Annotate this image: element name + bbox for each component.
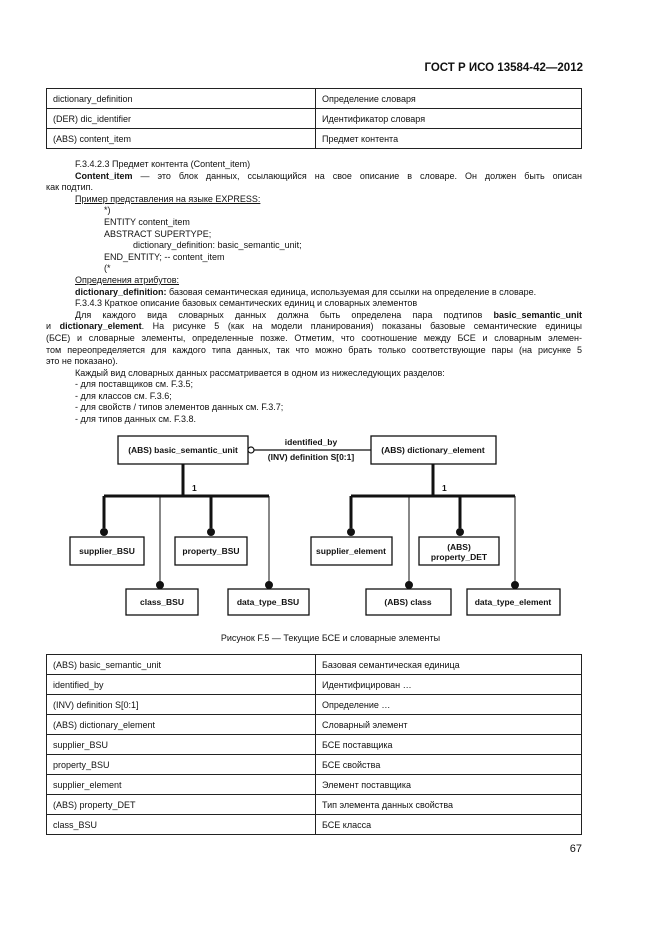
attr-defs-label: Определения атрибутов: [75,274,180,285]
code-line: *) [104,205,111,216]
paragraph-line: том переопределяется для каждого типа данных, так что можно брать только соответствующие пары (на рисунке 5 [46,344,582,355]
inverse-label: (INV) definition S[0:1] [267,452,355,462]
subtype-end-circle [512,582,519,589]
table-cell: (ABS) basic_semantic_unit [47,655,316,675]
table-cell: Словарный элемент [316,715,582,735]
subtype-end-circle [101,529,108,536]
document-header: ГОСТ Р ИСО 13584-42—2012 [424,62,583,74]
supplier-bsu-label: supplier_BSU [79,546,135,556]
express-g-diagram [0,420,661,625]
term: dictionary_definition: [75,286,167,297]
list-item: - для поставщиков см. F.3.5; [75,379,194,390]
subtype-end-circle [348,529,355,536]
subtype-end-circle [157,582,164,589]
paragraph-line [46,321,582,333]
paragraph-line: Каждый вид словарных данных рассматривается в одном из нижеследующих разделов: [75,367,445,378]
table-row [47,675,582,695]
text-span: базовая семантическая единица, используемая для ссылки на определение в словаре. [166,286,537,297]
paragraph-line: как подтип. [46,182,94,193]
table-cell: (ABS) property_DET [47,795,316,815]
paragraph-line [75,287,582,299]
page-number: 67 [569,843,582,855]
table-cell: Предмет контента [316,129,582,149]
abs-class-label: (ABS) class [384,597,432,607]
text-span: Для каждого вида словарных данных должна быть определена пара подтипов [75,309,494,320]
table-cell: Идентификатор словаря [316,109,582,129]
relation-label: identified_by [284,437,338,447]
data-type-element-label: data_type_element [474,597,552,607]
table-cell: Тип элемента данных свойства [316,795,582,815]
table-row [47,755,582,775]
de-box-label: (ABS) dictionary_element [381,445,485,455]
table-row [47,795,582,815]
table-row [47,129,582,149]
cardinality-label: 1 [442,483,447,493]
table-row [47,89,582,109]
table-cell: dictionary_definition [47,89,316,109]
table-cell: Определение … [316,695,582,715]
text-span: и [46,321,60,332]
code-line: dictionary_definition: basic_semantic_unit; [133,240,302,251]
table-row [47,815,582,835]
term: dictionary_element [59,321,142,332]
table-cell: Базовая семантическая единица [316,655,582,675]
table-cell: БСЕ поставщика [316,735,582,755]
table-cell: Идентифицирован … [316,675,582,695]
text-span: . На рисунке 5 (как на модели планирования) показаны базовые семантические единицы [141,321,582,332]
subtype-end-circle [266,582,273,589]
property-det-label-1: (ABS) [447,542,471,552]
paragraph-line: это не показано). [46,356,118,367]
table-row [47,775,582,795]
section-heading: F.3.4.2.3 Предмет контента (Content_item) [75,159,251,169]
text-span: — это блок данных, ссылающийся на свое описание в словаре. Он должен быть описан [132,170,582,181]
table-cell: Элемент поставщика [316,775,582,795]
subtype-end-circle [208,529,215,536]
table-row [47,735,582,755]
property-bsu-label: property_BSU [182,546,240,556]
class-bsu-label: class_BSU [140,597,184,607]
table-row [47,655,582,675]
table-cell: (INV) definition S[0:1] [47,695,316,715]
section-heading: F.3.4.3 Краткое описание базовых семантических единиц и словарных элементов [75,298,418,309]
table-row [47,109,582,129]
figure-caption: Рисунок F.5 — Текущие БСЕ и словарные элементы [220,633,441,643]
table-cell: БСЕ свойства [316,755,582,775]
table-cell: class_BSU [47,815,316,835]
table-row [47,715,582,735]
supplier-element-label: supplier_element [316,546,386,556]
cardinality-label: 1 [192,483,197,493]
paragraph-line [75,171,582,183]
glossary-table-bottom [46,654,582,835]
table-cell: (ABS) content_item [47,129,316,149]
table-cell: (DER) dic_identifier [47,109,316,129]
list-item: - для классов см. F.3.6; [75,390,172,401]
data-type-bsu-label: data_type_BSU [236,597,300,607]
table-cell: supplier_BSU [47,735,316,755]
code-line: ABSTRACT SUPERTYPE; [104,228,212,239]
subtype-end-circle [406,582,413,589]
paragraph-line [75,310,582,322]
subtype-end-circle [457,529,464,536]
bsu-box-label: (ABS) basic_semantic_unit [128,445,238,455]
paragraph-line: (БСЕ) и словарные элементы, определенные позже. Отметим, что соотношение между БСЕ и словарным элемен- [46,332,582,343]
body-text [46,159,582,426]
list-item: - для типов данных см. F.3.8. [75,414,197,425]
relation-end-circle [248,447,254,453]
table-cell: (ABS) dictionary_element [47,715,316,735]
table-row [47,695,582,715]
term: basic_semantic_unit [493,309,582,320]
code-line: ENTITY content_item [104,216,190,227]
example-label: Пример представления на языке EXPRESS: [75,193,261,204]
list-item: - для свойств / типов элементов данных см. F.3.7; [75,402,284,413]
code-line: END_ENTITY; -- content_item [104,251,225,262]
property-det-label-2: property_DET [430,552,488,562]
table-cell: БСЕ класса [316,815,582,835]
glossary-table-top [46,88,582,149]
table-cell: property_BSU [47,755,316,775]
term: Content_item [75,170,133,181]
code-line: (* [104,263,111,274]
table-cell: Определение словаря [316,89,582,109]
table-cell: supplier_element [47,775,316,795]
table-cell: identified_by [47,675,316,695]
